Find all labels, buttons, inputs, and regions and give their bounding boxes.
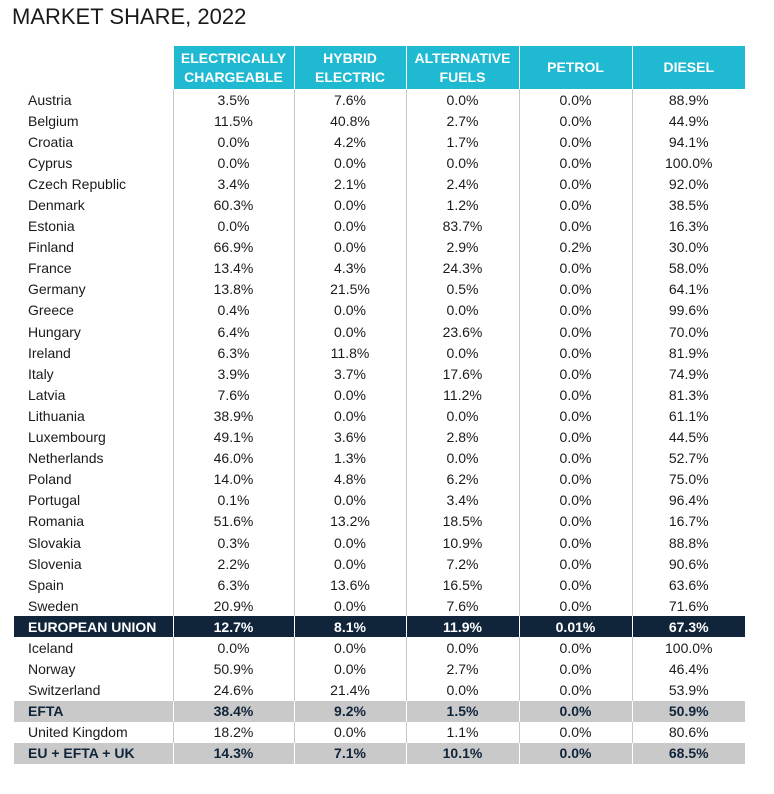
table-cell: 75.0% <box>632 469 745 490</box>
table-cell: 0.0% <box>519 89 632 110</box>
row-label: Ireland <box>28 344 71 361</box>
row-label: Czech Republic <box>28 175 127 192</box>
table-cell: 51.6% <box>173 511 294 532</box>
table-row <box>14 237 745 258</box>
table-row <box>14 89 745 110</box>
header-line: ELECTRIC <box>315 68 385 85</box>
table-cell: 1.7% <box>406 131 519 152</box>
table-cell: 0.0% <box>519 279 632 300</box>
row-label: Austria <box>28 91 72 108</box>
table-cell: 0.0% <box>519 216 632 237</box>
table-cell: 88.8% <box>632 532 745 553</box>
table-cell: 13.6% <box>294 574 406 595</box>
table-cell: 0.5% <box>406 279 519 300</box>
table-cell: 8.1% <box>294 616 406 637</box>
table-cell: 0.4% <box>173 300 294 321</box>
table-row <box>14 511 745 532</box>
table-cell: 1.2% <box>406 194 519 215</box>
table-cell: 7.6% <box>406 595 519 616</box>
table-cell: 0.0% <box>519 659 632 680</box>
table-cell: 0.0% <box>519 152 632 173</box>
table-cell: 3.9% <box>173 363 294 384</box>
table-cell: 0.0% <box>406 405 519 426</box>
header-hybrid-electric <box>294 46 406 89</box>
table-row <box>14 680 745 701</box>
table-cell: 70.0% <box>632 321 745 342</box>
table-row <box>14 321 745 342</box>
table-cell: 0.0% <box>406 89 519 110</box>
row-label: Slovenia <box>28 555 82 572</box>
table-cell: 2.4% <box>406 173 519 194</box>
table-cell: 52.7% <box>632 448 745 469</box>
header-row <box>14 46 745 89</box>
table-cell: 2.8% <box>406 427 519 448</box>
table-cell: 13.4% <box>173 258 294 279</box>
table-row <box>14 701 745 722</box>
row-label: Cyprus <box>28 154 73 171</box>
table-row <box>14 152 745 173</box>
row-label: EUROPEAN UNION <box>14 616 173 637</box>
table-cell: 24.6% <box>173 680 294 701</box>
table-cell: 0.0% <box>519 342 632 363</box>
table-cell: 53.9% <box>632 680 745 701</box>
row-label: EFTA <box>14 701 173 722</box>
table-cell: 7.6% <box>294 89 406 110</box>
table-row <box>14 722 745 743</box>
row-label: Estonia <box>28 218 75 235</box>
table-cell: 50.9% <box>632 701 745 722</box>
table-cell: 2.2% <box>173 553 294 574</box>
row-label: Denmark <box>28 197 85 214</box>
table-cell: 6.3% <box>173 574 294 595</box>
header-corner <box>14 46 173 89</box>
table-cell: 3.7% <box>294 363 406 384</box>
table-cell: 1.3% <box>294 448 406 469</box>
table-row <box>14 532 745 553</box>
table-row <box>14 553 745 574</box>
table-cell: 0.0% <box>519 532 632 553</box>
table-cell: 0.0% <box>294 553 406 574</box>
table-cell: 0.0% <box>519 258 632 279</box>
table-cell: 0.0% <box>294 321 406 342</box>
table-cell: 0.0% <box>519 553 632 574</box>
table-cell: 0.0% <box>173 131 294 152</box>
table-cell: 11.9% <box>406 616 519 637</box>
header-line: ELECTRICALLY <box>180 49 287 66</box>
row-label: Finland <box>28 239 74 256</box>
row-label: Lithuania <box>28 407 85 424</box>
table-row <box>14 342 745 363</box>
table-cell: 2.7% <box>406 659 519 680</box>
table-cell: 0.0% <box>519 574 632 595</box>
table-cell: 0.0% <box>519 743 632 764</box>
header-line: ALTERNATIVE <box>414 49 511 66</box>
table-row <box>14 595 745 616</box>
table-cell: 63.6% <box>632 574 745 595</box>
table-cell: 0.0% <box>406 680 519 701</box>
table-cell: 0.3% <box>173 532 294 553</box>
table-cell: 71.6% <box>632 595 745 616</box>
table-cell: 0.0% <box>406 300 519 321</box>
header-line: PETROL <box>547 59 604 75</box>
table-cell: 83.7% <box>406 216 519 237</box>
row-label: Norway <box>28 661 76 678</box>
table-row <box>14 279 745 300</box>
page-title: MARKET SHARE, 2022 <box>12 4 247 29</box>
table-cell: 7.6% <box>173 384 294 405</box>
table-cell: 0.0% <box>173 152 294 173</box>
table-cell: 20.9% <box>173 595 294 616</box>
table-cell: 23.6% <box>406 321 519 342</box>
table-cell: 67.3% <box>632 616 745 637</box>
table-cell: 2.7% <box>406 110 519 131</box>
table-cell: 0.0% <box>294 384 406 405</box>
table-cell: 4.3% <box>294 258 406 279</box>
header-line: CHARGEABLE <box>184 68 283 85</box>
table-cell: 44.9% <box>632 110 745 131</box>
table-cell: 0.0% <box>519 321 632 342</box>
table-cell: 18.5% <box>406 511 519 532</box>
table-cell: 14.3% <box>173 743 294 764</box>
table-row <box>14 300 745 321</box>
table-cell: 68.5% <box>632 743 745 764</box>
table-cell: 80.6% <box>632 722 745 743</box>
table-cell: 94.1% <box>632 131 745 152</box>
table-cell: 100.0% <box>632 637 745 658</box>
table-cell: 44.5% <box>632 427 745 448</box>
table-row <box>14 616 745 637</box>
table-cell: 1.5% <box>406 701 519 722</box>
header-petrol <box>519 46 632 89</box>
table-cell: 0.1% <box>173 490 294 511</box>
table-cell: 0.0% <box>406 152 519 173</box>
table-cell: 0.0% <box>519 194 632 215</box>
row-label: Croatia <box>28 133 74 150</box>
table-cell: 16.7% <box>632 511 745 532</box>
table-cell: 2.1% <box>294 173 406 194</box>
table-cell: 88.9% <box>632 89 745 110</box>
row-label: Italy <box>28 365 54 382</box>
table-cell: 12.7% <box>173 616 294 637</box>
table-cell: 64.1% <box>632 279 745 300</box>
table-cell: 50.9% <box>173 659 294 680</box>
table-body <box>14 89 745 764</box>
market-share-table <box>14 46 745 764</box>
table-cell: 0.01% <box>519 616 632 637</box>
table-row <box>14 110 745 131</box>
table-cell: 7.1% <box>294 743 406 764</box>
table-cell: 81.9% <box>632 342 745 363</box>
header-line: DIESEL <box>663 59 715 75</box>
table-cell: 0.0% <box>519 110 632 131</box>
table-cell: 46.0% <box>173 448 294 469</box>
table-cell: 61.1% <box>632 405 745 426</box>
table-cell: 14.0% <box>173 469 294 490</box>
table-cell: 60.3% <box>173 194 294 215</box>
table-cell: 0.0% <box>294 237 406 258</box>
row-label: Spain <box>28 576 64 593</box>
row-label: France <box>28 260 72 277</box>
table-cell: 13.8% <box>173 279 294 300</box>
table-row <box>14 258 745 279</box>
table-cell: 66.9% <box>173 237 294 258</box>
table-cell: 10.9% <box>406 532 519 553</box>
table-cell: 17.6% <box>406 363 519 384</box>
table-row <box>14 490 745 511</box>
row-label: EU + EFTA + UK <box>14 743 173 764</box>
table-cell: 2.9% <box>406 237 519 258</box>
table-cell: 3.5% <box>173 89 294 110</box>
table-cell: 0.0% <box>519 595 632 616</box>
table-cell: 24.3% <box>406 258 519 279</box>
table-row <box>14 659 745 680</box>
table-cell: 13.2% <box>294 511 406 532</box>
table-cell: 38.9% <box>173 405 294 426</box>
table-cell: 0.0% <box>294 595 406 616</box>
header-electrically-chargeable <box>173 46 294 89</box>
table-cell: 0.0% <box>173 216 294 237</box>
table-cell: 90.6% <box>632 553 745 574</box>
row-label: Germany <box>28 281 86 298</box>
table-row <box>14 448 745 469</box>
table-cell: 9.2% <box>294 701 406 722</box>
table-cell: 40.8% <box>294 110 406 131</box>
table-cell: 11.5% <box>173 110 294 131</box>
table-row <box>14 384 745 405</box>
table-cell: 0.0% <box>294 300 406 321</box>
table-cell: 0.0% <box>519 427 632 448</box>
row-label: United Kingdom <box>28 724 128 741</box>
table-cell: 0.0% <box>519 680 632 701</box>
table-cell: 0.0% <box>294 490 406 511</box>
table-row <box>14 131 745 152</box>
table-cell: 0.0% <box>519 173 632 194</box>
table-cell: 21.4% <box>294 680 406 701</box>
table-cell: 7.2% <box>406 553 519 574</box>
table-cell: 0.0% <box>294 216 406 237</box>
row-label: Romania <box>28 513 85 530</box>
table-cell: 0.0% <box>519 131 632 152</box>
row-label: Latvia <box>28 386 66 403</box>
table-cell: 11.2% <box>406 384 519 405</box>
table-row <box>14 194 745 215</box>
table-cell: 99.6% <box>632 300 745 321</box>
table-cell: 0.0% <box>519 511 632 532</box>
table-cell: 0.0% <box>294 637 406 658</box>
header-diesel <box>632 46 745 89</box>
table-cell: 81.3% <box>632 384 745 405</box>
table-cell: 49.1% <box>173 427 294 448</box>
header-alternative-fuels <box>406 46 519 89</box>
table-row <box>14 363 745 384</box>
table-cell: 1.1% <box>406 722 519 743</box>
table-cell: 0.0% <box>173 637 294 658</box>
table-row <box>14 173 745 194</box>
table-cell: 21.5% <box>294 279 406 300</box>
table-row <box>14 427 745 448</box>
table-row <box>14 743 745 764</box>
table-cell: 4.8% <box>294 469 406 490</box>
table-cell: 74.9% <box>632 363 745 384</box>
table-cell: 96.4% <box>632 490 745 511</box>
table-cell: 0.0% <box>519 490 632 511</box>
row-label: Switzerland <box>28 682 101 699</box>
table-cell: 0.0% <box>519 637 632 658</box>
table-cell: 0.0% <box>519 384 632 405</box>
table-cell: 0.0% <box>406 448 519 469</box>
row-label: Slovakia <box>28 534 81 551</box>
table-cell: 38.5% <box>632 194 745 215</box>
table-row <box>14 216 745 237</box>
table-cell: 0.0% <box>519 300 632 321</box>
table-cell: 0.0% <box>519 701 632 722</box>
header-line: FUELS <box>439 68 486 85</box>
table-cell: 30.0% <box>632 237 745 258</box>
table-cell: 10.1% <box>406 743 519 764</box>
table-cell: 0.0% <box>406 637 519 658</box>
table-cell: 0.0% <box>294 152 406 173</box>
row-label: Belgium <box>28 112 79 129</box>
table-row <box>14 574 745 595</box>
table-row <box>14 637 745 658</box>
table-cell: 46.4% <box>632 659 745 680</box>
table-cell: 100.0% <box>632 152 745 173</box>
table-cell: 6.4% <box>173 321 294 342</box>
table-cell: 0.0% <box>406 342 519 363</box>
table-cell: 6.2% <box>406 469 519 490</box>
table-cell: 3.4% <box>406 490 519 511</box>
row-label: Greece <box>28 302 74 319</box>
row-label: Sweden <box>28 597 79 614</box>
table-cell: 18.2% <box>173 722 294 743</box>
table-cell: 0.0% <box>294 194 406 215</box>
table-cell: 6.3% <box>173 342 294 363</box>
table-cell: 0.0% <box>294 722 406 743</box>
table-cell: 0.0% <box>519 363 632 384</box>
row-label: Portugal <box>28 492 81 509</box>
row-label: Luxembourg <box>28 429 106 446</box>
table-cell: 0.0% <box>294 659 406 680</box>
table-row <box>14 405 745 426</box>
header-line: HYBRID <box>323 49 377 66</box>
table-cell: 0.0% <box>294 405 406 426</box>
table-cell: 0.0% <box>519 448 632 469</box>
table-cell: 16.3% <box>632 216 745 237</box>
table-cell: 11.8% <box>294 342 406 363</box>
table-cell: 0.0% <box>519 722 632 743</box>
table-cell: 0.0% <box>519 469 632 490</box>
row-label: Hungary <box>28 323 81 340</box>
table-cell: 4.2% <box>294 131 406 152</box>
table-cell: 58.0% <box>632 258 745 279</box>
row-label: Iceland <box>28 639 74 656</box>
table-row <box>14 469 745 490</box>
table-cell: 38.4% <box>173 701 294 722</box>
table-cell: 0.0% <box>519 405 632 426</box>
table-cell: 0.0% <box>294 532 406 553</box>
table-cell: 3.4% <box>173 173 294 194</box>
row-label: Poland <box>28 471 72 488</box>
table-cell: 0.2% <box>519 237 632 258</box>
table-cell: 16.5% <box>406 574 519 595</box>
row-label: Netherlands <box>28 450 104 467</box>
table-cell: 3.6% <box>294 427 406 448</box>
table-cell: 92.0% <box>632 173 745 194</box>
